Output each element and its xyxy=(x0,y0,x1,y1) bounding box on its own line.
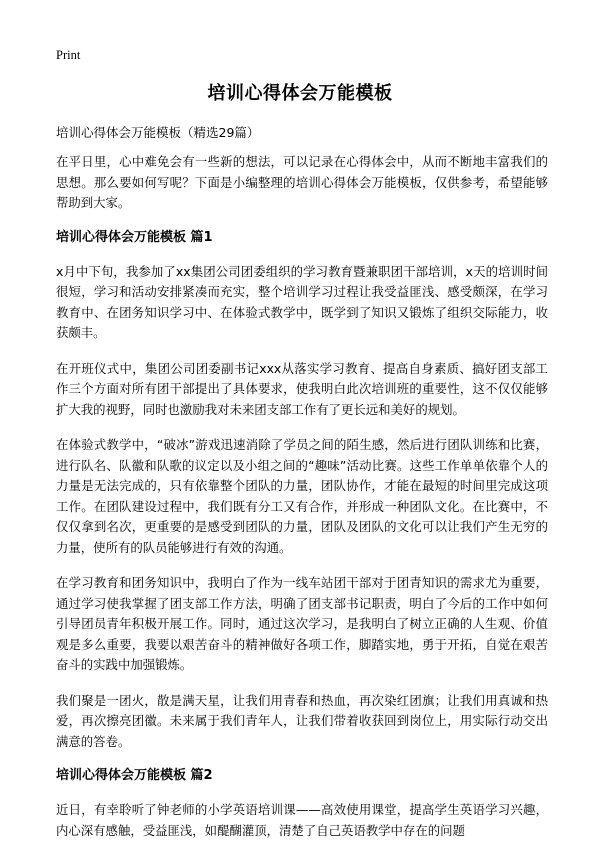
print-link[interactable]: Print xyxy=(56,48,81,62)
section-heading-2: 培训心得体会万能模板 篇2 xyxy=(56,768,213,783)
section-heading-1: 培训心得体会万能模板 篇1 xyxy=(56,229,213,245)
document-subtitle: 培训心得体会万能模板（精选29篇） xyxy=(56,125,260,140)
section-1-paragraph-1: x月中下旬，我参加了xx集团公司团委组织的学习教育暨兼职团干部培训，x天的培训时间很短，学习和活动安排紧凑而充实，整个培训学习过程让我受益匪浅、感受颇深，在学习教育中、在团务知识学习中、在体验式教学中，既学到了知识又锻炼了组织交际能力，收获颇丰。 xyxy=(56,263,548,340)
section-1-paragraph-3: 在体验式教学中，“破冰”游戏迅速消除了学员之间的陌生感，然后进行团队训练和比赛，进行队名、队徽和队歌的议定以及小组之间的“趣味”活动比赛。这些工作单单依靠个人的力量是无法完成的，只有依靠整个团队的力量，团队协作，才能在最短的时间里完成这项工作。在团队建设过程中，我们既有分工又有合作，并形成一种团队文化。在比赛中，不仅仅拿到名次，更重要的是感受到团队的力量，团队及团队的文化可以让我们产生无穷的力量，使所有的队员能够进行有效的沟通。 xyxy=(56,437,548,555)
page-title: 培训心得体会万能模板 xyxy=(207,83,393,104)
intro-paragraph: 在平日里，心中难免会有一些新的想法，可以记录在心得体会中，从而不断地丰富我们的思想。那么要如何写呢？下面是小编整理的培训心得体会万能模板，仅供参考，希望能够帮助到大家。 xyxy=(56,154,548,210)
section-2-paragraph-1: 近日，有幸聆听了钟老师的小学英语培训课——高效使用课堂，提高学生英语学习兴趣，内心深有感触，受益匪浅，如醍醐灌顶，清楚了自己英语教学中存在的问题 xyxy=(56,802,548,838)
section-1-paragraph-2: 在开班仪式中，集团公司团委副书记xxx从落实学习教育、提高自身素质、搞好团支部工作三个方面对所有团干部提出了具体要求，使我明白此次培训班的重要性，这不仅仅能够扩大我的视野，同时也激励我对未来团支部工作有了更长远和美好的规划。 xyxy=(56,360,548,417)
section-1-paragraph-5: 我们聚是一团火，散是满天星，让我们用青春和热血，再次染红团旗；让我们用真诚和热爱，再次擦亮团徽。未来属于我们青年人，让我们带着收获回到岗位上，用实际行动交出满意的答卷。 xyxy=(56,692,548,749)
document-body xyxy=(56,152,548,856)
section-1-paragraph-4: 在学习教育和团务知识中，我明白了作为一线车站团干部对于团青知识的需求尤为重要，通过学习使我掌握了团支部工作方法，明确了团支部书记职责，明白了今后的工作中如何引导团员青年积极开展工作。同时，通过这次学习，是我明白了树立正确的人生观、价值观是多么重要，我要以艰苦奋斗的精神做好各项工作，脚踏实地，勇于开拓，自觉在艰苦奋斗的实践中加强锻炼。 xyxy=(56,575,548,672)
